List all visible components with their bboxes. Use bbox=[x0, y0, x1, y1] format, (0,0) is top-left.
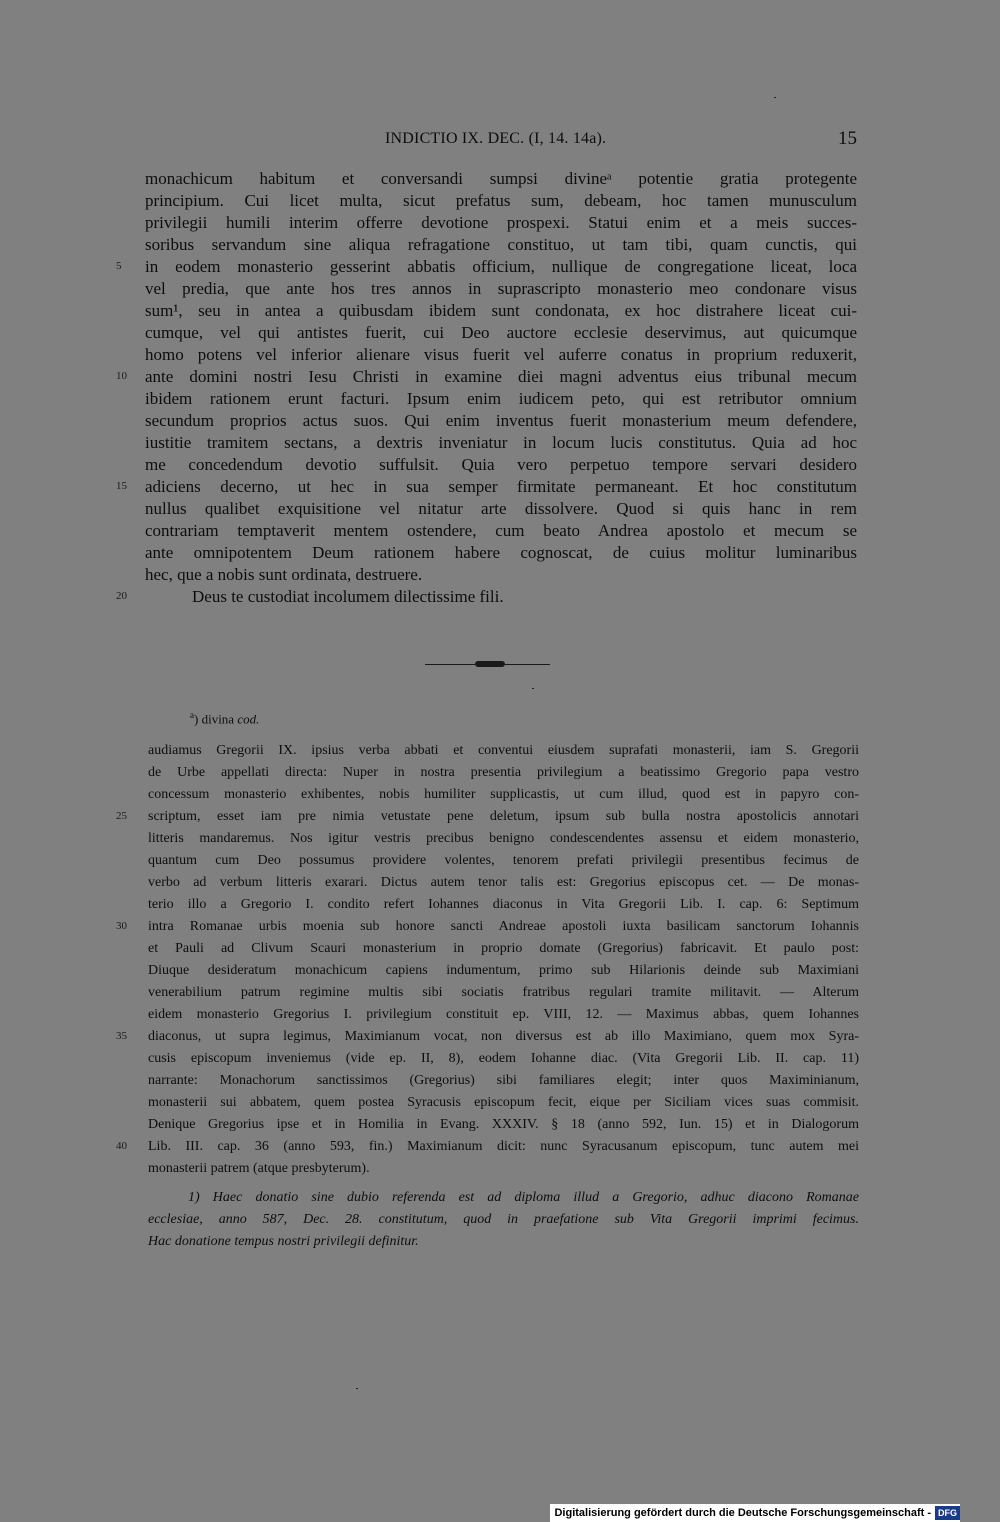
commentary-line: Denique Gregorius ipse et in Homilia in Evang. XXXIV. § 18 (anno 592, Iun. 15) et in Dialogorum bbox=[148, 1117, 859, 1132]
note-line: Hac donatione tempus nostri privilegii definitur. bbox=[148, 1234, 419, 1249]
commentary-line: cusis episcopum inveniemus (vide ep. II, 8), eodem Iohanne diac. (Vita Gregorii Lib. II. cap. 11) bbox=[148, 1051, 859, 1066]
footnote-suffix: cod. bbox=[237, 711, 260, 727]
commentary-line: scriptum, esset iam pre nimia vetustate pene deletum, ipsum sub bulla nostra apostolicis annotari bbox=[148, 809, 859, 824]
text-line: me concedendum devotio suffulsit. Quia vero perpetuo tempore servari desidero bbox=[145, 455, 857, 474]
commentary-line: monasterii patrem (atque presbyterum). bbox=[148, 1161, 370, 1176]
footnote-text: ) divina bbox=[194, 711, 238, 727]
commentary-line: de Urbe appellati directa: Nuper in nostra presentia privilegium a beatissimo Gregorio papa vestro bbox=[148, 765, 859, 780]
commentary-line: Lib. III. cap. 36 (anno 593, fin.) Maximianum dicit: nunc Syracusanum episcopum, tunc autem mei bbox=[148, 1139, 859, 1154]
text-line: ibidem rationem erunt facturi. Ipsum enim iudicem peto, qui est retributor omnium bbox=[145, 389, 857, 408]
footnote-1-block bbox=[148, 1187, 859, 1253]
line-number: 30 bbox=[116, 920, 127, 932]
commentary-line: diaconus, ut supra legimus, Maximianum vocat, non diversus est ab illo Maximiano, quem mox Syra- bbox=[148, 1029, 859, 1044]
text-line: adiciens decerno, ut hec in sua semper firmitate permaneant. Et hoc constitutum bbox=[145, 477, 857, 496]
dfg-logo: DFG bbox=[935, 1506, 960, 1520]
commentary-line: Diuque desideratum monachicum capiens indumentum, primo sub Hilarionis deinde sub Maximiani bbox=[148, 963, 859, 978]
line-number: 5 bbox=[116, 260, 122, 272]
commentary-line: intra Romanae urbis moenia sub honore sancti Andreae apostoli iuxta basilicam sanctorum Iohannis bbox=[148, 919, 859, 934]
scan-speck bbox=[774, 97, 776, 98]
line-number: 20 bbox=[116, 590, 127, 602]
commentary-line: monasterii sui abbatem, quem postea Syracusis episcopum fecit, eique per Siciliam vices suas commisit. bbox=[148, 1095, 859, 1110]
text-line: principium. Cui licet multa, sicut prefatus sum, debeam, hoc tamen munusculum bbox=[145, 191, 857, 210]
text-line: sum¹, seu in antea a quibusdam ibidem sunt condonata, ex hoc distrahere liceat cui- bbox=[145, 301, 857, 320]
text-line: Deus te custodiat incolumem dilectissime fili. bbox=[192, 587, 504, 606]
commentary-line: venerabilium patrum regimine multis sibi sociatis fratribus regulari tramite militavit. — Alterum bbox=[148, 985, 859, 1000]
text-line: nullus qualibet exquisitione vel nitatur arte dissolvere. Quod si quis hanc in rem bbox=[145, 499, 857, 518]
note-line: ecclesiae, anno 587, Dec. 28. constitutum, quod in praefatione sub Vita Gregorii imprimi fecimus. bbox=[148, 1212, 859, 1227]
text-line: soribus servandum sine aliqua refragatione constituo, ut tam tibi, quam cunctis, qui bbox=[145, 235, 857, 254]
running-title: INDICTIO IX. DEC. (I, 14. 14a). bbox=[385, 130, 607, 147]
scan-speck bbox=[356, 1388, 358, 1389]
page-number: 15 bbox=[838, 128, 857, 149]
commentary-block bbox=[148, 740, 859, 1180]
commentary-line: terio illo a Gregorio I. condito refert Iohannes diaconus in Vita Gregorii Lib. I. cap. 6: Septimum bbox=[148, 897, 859, 912]
main-text-block bbox=[145, 168, 857, 608]
text-line: cumque, vel qui antistes fuerit, cui Deo auctore ecclesie deservimus, aut quicumque bbox=[145, 323, 857, 342]
line-number: 40 bbox=[116, 1140, 127, 1152]
line-number: 15 bbox=[116, 480, 127, 492]
text-line: in eodem monasterio gesserint abbatis officium, nullique de congregatione liceat, loca bbox=[145, 257, 857, 276]
text-line: secundum proprios actus suos. Qui enim inventus fuerit monasterium meum defendere, bbox=[145, 411, 857, 430]
commentary-line: et Pauli ad Clivum Scauri monasterium in proprio domate (Gregorius) fabricavit. Et paulo post: bbox=[148, 941, 859, 956]
text-line: ante omnipotentem Deum rationem habere cognoscat, de cuius molitur luminaribus bbox=[145, 543, 857, 562]
text-line: vel predia, que ante hos tres annos in suprascripto monasterio meo condonare visus bbox=[145, 279, 857, 298]
commentary-line: audiamus Gregorii IX. ipsius verba abbati et conventui eiusdem suprafati monasterii, iam S. Gregorii bbox=[148, 743, 859, 758]
text-line: monachicum habitum et conversandi sumpsi divineᵃ potentie gratia protegente bbox=[145, 169, 857, 188]
text-line: ante domini nostri Iesu Christi in examine diei magni adventus eius tribunal mecum bbox=[145, 367, 857, 386]
digitization-credit bbox=[550, 1504, 960, 1522]
text-line: privilegii humili interim offerre devotione prospexi. Statui enim et a meis succes- bbox=[145, 213, 857, 232]
commentary-line: verbo ad verbum litteris exarari. Dictus autem tenor talis est: Gregorius episcopus cet. — De monas- bbox=[148, 875, 859, 890]
text-line: iustitie tramitem sectans, a dextris inveniatur in locum lucis constitutus. Quia ad hoc bbox=[145, 433, 857, 452]
text-line: hec, que a nobis sunt ordinata, destruere. bbox=[145, 565, 423, 584]
credit-text: Digitalisierung gefördert durch die Deutsche Forschungsgemeinschaft - bbox=[554, 1507, 931, 1519]
line-number: 25 bbox=[116, 810, 127, 822]
commentary-line: narrante: Monachorum sanctissimos (Gregorius) sibi familiares elegit; inter quos Maximinianum, bbox=[148, 1073, 859, 1088]
footnote-marker: a bbox=[190, 710, 194, 720]
footnote-a bbox=[190, 710, 259, 727]
page-header bbox=[0, 128, 1000, 154]
commentary-line: concessum monasterio exhibentes, nobis humiliter supplicastis, ut cum illud, quod est in papyro con- bbox=[148, 787, 859, 802]
commentary-line: quantum cum Deo possumus providere volentes, tenorem prefati privilegii presentibus fecimus de bbox=[148, 853, 859, 868]
divider-ornament bbox=[425, 660, 550, 670]
text-line: contrariam temptaverit mentem ostendere, cum beato Andrea apostolo et mecum se bbox=[145, 521, 857, 540]
commentary-line: eidem monasterio Gregorius I. privilegium constituit ep. VIII, 12. — Maximus abbas, quem Iohannes bbox=[148, 1007, 859, 1022]
scan-speck bbox=[532, 688, 534, 689]
line-number: 35 bbox=[116, 1030, 127, 1042]
text-line: homo potens vel inferior alienare visus fuerit vel auferre conatus in proprium reduxerit, bbox=[145, 345, 857, 364]
note-line: 1) Haec donatio sine dubio referenda est ad diploma illud a Gregorio, adhuc diacono Romanae bbox=[188, 1190, 859, 1205]
commentary-line: litteris mandaremus. Nos igitur vestris precibus benigno condescendentes assensu et eidem monasterio, bbox=[148, 831, 859, 846]
line-number: 10 bbox=[116, 370, 127, 382]
